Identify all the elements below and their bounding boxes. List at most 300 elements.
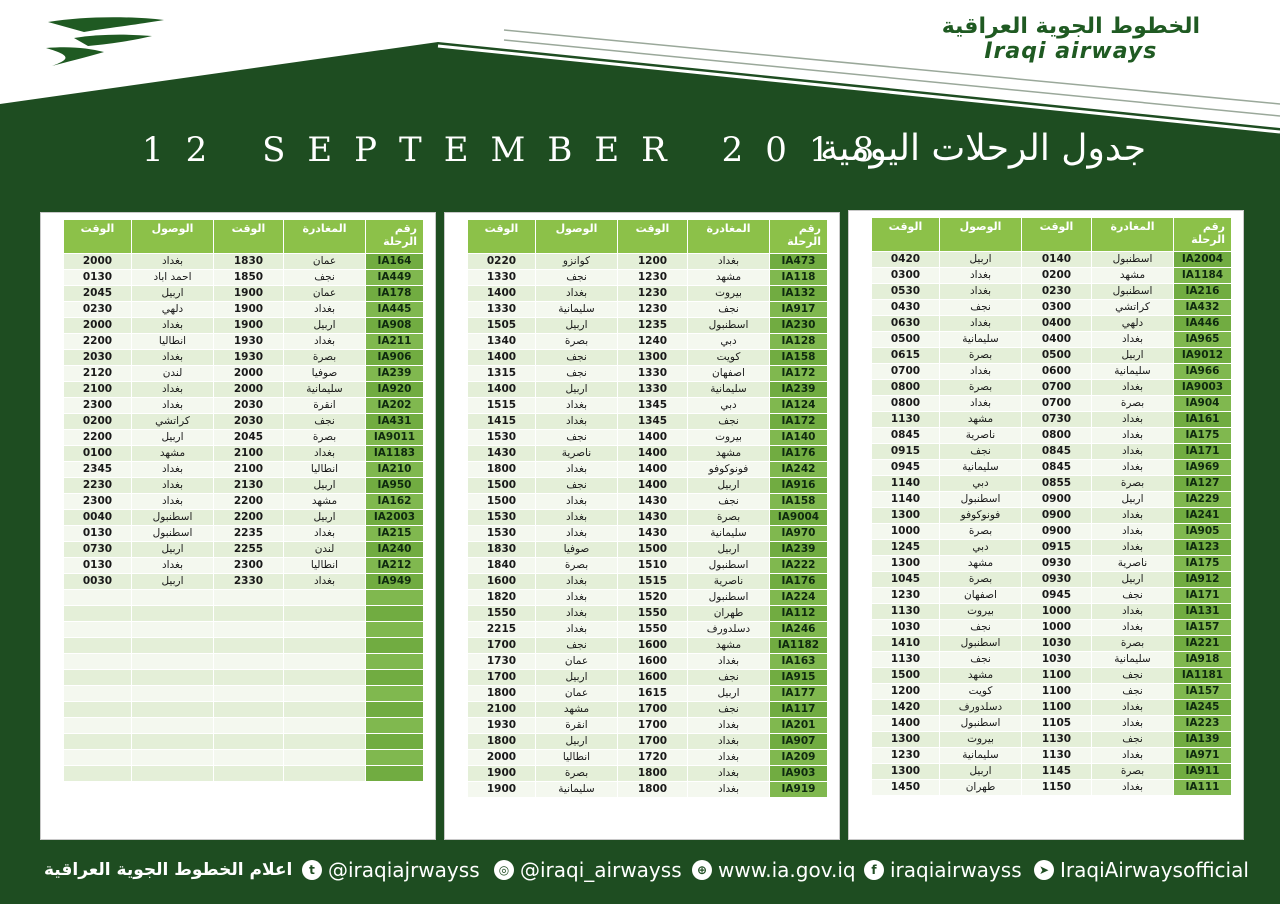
brand-english: Iraqi airways — [984, 39, 1158, 64]
departure-city: اربيل — [1092, 492, 1174, 508]
table-row — [468, 270, 828, 286]
flight-number: IA171 — [1174, 588, 1232, 604]
table-row — [468, 686, 828, 702]
flight-number: IA175 — [1174, 556, 1232, 572]
flight-number — [366, 638, 424, 654]
arrival-time: 1300 — [872, 764, 940, 780]
arrival-time: 1045 — [872, 572, 940, 588]
flight-number: IA911 — [1174, 764, 1232, 780]
departure-time: 1235 — [618, 318, 688, 334]
header-flight-number: رقم الرحلة — [1174, 218, 1232, 252]
table-row — [468, 430, 828, 446]
arrival-city: نجف — [536, 366, 618, 382]
departure-time: 1720 — [618, 750, 688, 766]
departure-time: 0200 — [1022, 268, 1092, 284]
arrival-time — [64, 590, 132, 606]
table-row — [64, 670, 424, 686]
arrival-city: عمان — [536, 654, 618, 670]
departure-city: بغداد — [1092, 620, 1174, 636]
arrival-city: بغداد — [536, 622, 618, 638]
table-row — [64, 766, 424, 782]
arrival-city: بغداد — [132, 318, 214, 334]
arrival-city — [132, 766, 214, 782]
flight-number: IA131 — [1174, 604, 1232, 620]
schedule-title: جدول الرحلات اليومية — [820, 128, 1146, 169]
flight-number: IA123 — [1174, 540, 1232, 556]
departure-time: 1400 — [618, 446, 688, 462]
header-flight-number: رقم الرحلة — [366, 220, 424, 254]
flight-number — [366, 670, 424, 686]
arrival-time: 0230 — [64, 302, 132, 318]
flight-number: IA172 — [770, 414, 828, 430]
departure-city — [284, 718, 366, 734]
schedule-table-1 — [63, 219, 423, 782]
table-row — [872, 380, 1232, 396]
arrival-city: انقرة — [536, 718, 618, 734]
departure-time: 1800 — [618, 782, 688, 798]
departure-city: بغداد — [1092, 380, 1174, 396]
arrival-time: 1800 — [468, 686, 536, 702]
arrival-city: بغداد — [536, 398, 618, 414]
table-row — [872, 748, 1232, 764]
header-arrival-time: الوقت — [872, 218, 940, 252]
departure-time: 0845 — [1022, 444, 1092, 460]
arrival-time: 2215 — [468, 622, 536, 638]
arrival-city: كوانزو — [536, 254, 618, 270]
arrival-time — [64, 718, 132, 734]
arrival-time: 1330 — [468, 302, 536, 318]
departure-city: انطاليا — [284, 558, 366, 574]
flight-number: IA211 — [366, 334, 424, 350]
flight-number: IA210 — [366, 462, 424, 478]
departure-time: 2000 — [214, 382, 284, 398]
arrival-time: 1900 — [468, 766, 536, 782]
departure-city: بيروت — [688, 430, 770, 446]
arrival-city: بغداد — [132, 478, 214, 494]
arrival-city: بغداد — [536, 590, 618, 606]
departure-time — [214, 750, 284, 766]
table-row — [468, 542, 828, 558]
departure-city: بغداد — [284, 526, 366, 542]
flight-number: IA965 — [1174, 332, 1232, 348]
departure-time — [214, 766, 284, 782]
table-row — [64, 702, 424, 718]
table-row — [468, 254, 828, 270]
departure-city: ناصرية — [1092, 556, 1174, 572]
departure-city: سليمانية — [688, 526, 770, 542]
telegram-handle: IraqiAirwaysofficial — [1060, 858, 1249, 882]
arrival-time: 0945 — [872, 460, 940, 476]
departure-time: 0700 — [1022, 396, 1092, 412]
flight-number: IA202 — [366, 398, 424, 414]
arrival-time: 1840 — [468, 558, 536, 574]
table-row — [64, 558, 424, 574]
table-row — [872, 572, 1232, 588]
schedule-date: 12 SEPTEMBER 2018 — [142, 130, 897, 170]
arrival-time: 1830 — [468, 542, 536, 558]
departure-city: بغداد — [1092, 748, 1174, 764]
arrival-time: 1450 — [872, 780, 940, 796]
departure-time: 1330 — [618, 382, 688, 398]
header-departure: المغادرة — [1092, 218, 1174, 252]
departure-time: 1600 — [618, 638, 688, 654]
arrival-city: بيروت — [940, 732, 1022, 748]
arrival-time: 2000 — [64, 318, 132, 334]
arrival-time: 1415 — [468, 414, 536, 430]
flight-number: IA432 — [1174, 300, 1232, 316]
table-row — [64, 334, 424, 350]
departure-city — [284, 654, 366, 670]
flight-number: IA908 — [366, 318, 424, 334]
arrival-time: 2120 — [64, 366, 132, 382]
flight-number — [366, 702, 424, 718]
arrival-city: بغداد — [536, 286, 618, 302]
departure-city: بصرة — [284, 430, 366, 446]
departure-city: نجف — [1092, 732, 1174, 748]
table-row — [468, 638, 828, 654]
departure-city — [284, 702, 366, 718]
flight-number: IA431 — [366, 414, 424, 430]
flight-number: IA912 — [1174, 572, 1232, 588]
arrival-time: 2230 — [64, 478, 132, 494]
departure-time: 2100 — [214, 446, 284, 462]
table-row — [872, 252, 1232, 268]
arrival-time: 2030 — [64, 350, 132, 366]
departure-time: 2235 — [214, 526, 284, 542]
table-row — [468, 446, 828, 462]
table-row — [64, 366, 424, 382]
flight-number: IA9011 — [366, 430, 424, 446]
arrival-time: 1530 — [468, 510, 536, 526]
header-flight-number: رقم الرحلة — [770, 220, 828, 254]
departure-time: 2030 — [214, 414, 284, 430]
flight-number: IA164 — [366, 254, 424, 270]
table-row — [64, 590, 424, 606]
departure-time: 1100 — [1022, 684, 1092, 700]
departure-time: 1345 — [618, 398, 688, 414]
arrival-city: انطاليا — [536, 750, 618, 766]
departure-city: نجف — [1092, 588, 1174, 604]
flight-number: IA158 — [770, 350, 828, 366]
departure-time: 0945 — [1022, 588, 1092, 604]
arrival-time: 0500 — [872, 332, 940, 348]
arrival-time: 0800 — [872, 380, 940, 396]
schedule-panel-2 — [444, 212, 840, 840]
arrival-time: 0615 — [872, 348, 940, 364]
arrival-city: اربيل — [132, 574, 214, 590]
table-row — [64, 398, 424, 414]
header-departure-time: الوقت — [214, 220, 284, 254]
footer-facebook[interactable] — [864, 856, 1022, 884]
departure-city: بصرة — [1092, 476, 1174, 492]
arrival-time — [64, 686, 132, 702]
telegram-icon: ➤ — [1034, 860, 1054, 880]
table-row — [64, 302, 424, 318]
table-row — [468, 766, 828, 782]
table-row — [872, 684, 1232, 700]
arrival-time: 1400 — [468, 350, 536, 366]
arrival-time: 1420 — [872, 700, 940, 716]
departure-city: نجف — [284, 270, 366, 286]
arrival-city: فونوكوفو — [940, 508, 1022, 524]
departure-city: اسطنبول — [688, 590, 770, 606]
flight-number: IA239 — [770, 382, 828, 398]
table-row — [872, 364, 1232, 380]
arrival-city: دسلدورف — [940, 700, 1022, 716]
departure-city: انطاليا — [284, 462, 366, 478]
table-row — [872, 396, 1232, 412]
flight-number: IA9012 — [1174, 348, 1232, 364]
departure-time: 1130 — [1022, 732, 1092, 748]
flight-number: IA112 — [770, 606, 828, 622]
departure-time — [214, 702, 284, 718]
departure-city: ناصرية — [688, 574, 770, 590]
departure-city: بصرة — [688, 510, 770, 526]
arrival-city: بغداد — [132, 254, 214, 270]
departure-city: بغداد — [284, 302, 366, 318]
departure-city: سليمانية — [284, 382, 366, 398]
departure-time: 0230 — [1022, 284, 1092, 300]
departure-city: سليمانية — [1092, 364, 1174, 380]
departure-city: مشهد — [688, 270, 770, 286]
arrival-city — [132, 750, 214, 766]
departure-time: 1900 — [214, 302, 284, 318]
departure-time: 0500 — [1022, 348, 1092, 364]
departure-time: 1615 — [618, 686, 688, 702]
departure-time — [214, 686, 284, 702]
departure-city: بصرة — [284, 350, 366, 366]
arrival-time: 0300 — [872, 268, 940, 284]
flights-table — [467, 219, 828, 798]
flight-number: IA171 — [1174, 444, 1232, 460]
departure-time: 1030 — [1022, 636, 1092, 652]
flight-number: IA177 — [770, 686, 828, 702]
table-row — [872, 476, 1232, 492]
flight-number: IA127 — [1174, 476, 1232, 492]
arrival-time: 1140 — [872, 492, 940, 508]
departure-city: اربيل — [1092, 348, 1174, 364]
table-row — [872, 652, 1232, 668]
table-row — [64, 734, 424, 750]
table-row — [872, 444, 1232, 460]
table-row — [872, 556, 1232, 572]
arrival-time: 1340 — [468, 334, 536, 350]
arrival-city: كراتشي — [132, 414, 214, 430]
flight-number — [366, 718, 424, 734]
footer-instagram[interactable] — [494, 856, 682, 884]
table-row — [64, 350, 424, 366]
flight-number: IA1181 — [1174, 668, 1232, 684]
header-arrival: الوصول — [132, 220, 214, 254]
arrival-city: اربيل — [536, 382, 618, 398]
header-departure-time: الوقت — [618, 220, 688, 254]
arrival-time: 2000 — [64, 254, 132, 270]
table-row — [64, 574, 424, 590]
table-row — [468, 334, 828, 350]
arrival-time: 0800 — [872, 396, 940, 412]
departure-time: 1400 — [618, 478, 688, 494]
arrival-city: بصرة — [940, 380, 1022, 396]
departure-time — [214, 606, 284, 622]
brand-arabic: الخطوط الجوية العراقية — [941, 14, 1200, 39]
table-row — [64, 750, 424, 766]
departure-time: 1230 — [618, 302, 688, 318]
arrival-city — [132, 718, 214, 734]
departure-city: مشهد — [688, 446, 770, 462]
departure-city: اربيل — [284, 510, 366, 526]
arrival-city: اربيل — [132, 286, 214, 302]
departure-time: 0930 — [1022, 572, 1092, 588]
arrival-city: بغداد — [536, 606, 618, 622]
departure-city — [284, 638, 366, 654]
flight-number: IA224 — [770, 590, 828, 606]
header-departure: المغادرة — [688, 220, 770, 254]
departure-city — [284, 766, 366, 782]
table-row — [872, 764, 1232, 780]
departure-city: فونوكوفو — [688, 462, 770, 478]
flight-number: IA240 — [366, 542, 424, 558]
table-row — [872, 668, 1232, 684]
table-row — [64, 286, 424, 302]
flight-number: IA245 — [1174, 700, 1232, 716]
flight-number — [366, 766, 424, 782]
arrival-city: بصرة — [536, 766, 618, 782]
departure-city — [284, 686, 366, 702]
flight-number: IA446 — [1174, 316, 1232, 332]
schedule-panel-1 — [40, 212, 436, 840]
footer-website[interactable] — [692, 856, 856, 884]
departure-city: مشهد — [1092, 268, 1174, 284]
arrival-city: بصرة — [940, 524, 1022, 540]
flight-number: IA449 — [366, 270, 424, 286]
departure-city: بغداد — [688, 254, 770, 270]
arrival-time: 1245 — [872, 540, 940, 556]
table-row — [872, 300, 1232, 316]
flight-number: IA920 — [366, 382, 424, 398]
departure-city: بغداد — [688, 654, 770, 670]
flight-number: IA916 — [770, 478, 828, 494]
arrival-time: 0915 — [872, 444, 940, 460]
departure-time — [214, 734, 284, 750]
table-row — [468, 382, 828, 398]
flight-number: IA175 — [1174, 428, 1232, 444]
arrival-city: اربيل — [132, 542, 214, 558]
arrival-city: بغداد — [940, 268, 1022, 284]
flight-number: IA229 — [1174, 492, 1232, 508]
arrival-city — [132, 702, 214, 718]
footer-telegram[interactable] — [1034, 856, 1249, 884]
flight-number: IA239 — [366, 366, 424, 382]
arrival-city: بصرة — [536, 334, 618, 350]
schedule-table-3 — [871, 217, 1231, 796]
table-row — [468, 782, 828, 798]
departure-city: بغداد — [284, 446, 366, 462]
flights-table — [63, 219, 424, 782]
arrival-time — [64, 654, 132, 670]
departure-city: دبي — [688, 398, 770, 414]
table-row — [468, 526, 828, 542]
arrival-time: 1900 — [468, 782, 536, 798]
flight-number: IA157 — [1174, 684, 1232, 700]
arrival-city: اسطنبول — [940, 492, 1022, 508]
departure-time — [214, 638, 284, 654]
departure-time: 1240 — [618, 334, 688, 350]
table-row — [872, 332, 1232, 348]
arrival-city: عمان — [536, 686, 618, 702]
arrival-time: 1315 — [468, 366, 536, 382]
arrival-city: اصفهان — [940, 588, 1022, 604]
departure-time: 2000 — [214, 366, 284, 382]
arrival-time: 1400 — [468, 286, 536, 302]
departure-city: كويت — [688, 350, 770, 366]
table-row — [468, 366, 828, 382]
table-row — [468, 510, 828, 526]
arrival-time: 0530 — [872, 284, 940, 300]
arrival-time: 1330 — [468, 270, 536, 286]
arrival-time: 1500 — [468, 494, 536, 510]
flight-number: IA919 — [770, 782, 828, 798]
arrival-city: بغداد — [940, 396, 1022, 412]
arrival-time: 1700 — [468, 670, 536, 686]
table-row — [468, 350, 828, 366]
departure-city: طهران — [688, 606, 770, 622]
departure-city: بغداد — [1092, 780, 1174, 796]
arrival-city: مشهد — [940, 668, 1022, 684]
table-row — [872, 636, 1232, 652]
table-row — [872, 492, 1232, 508]
table-row — [872, 588, 1232, 604]
twitter-icon: t — [302, 860, 322, 880]
footer-twitter[interactable] — [302, 856, 480, 884]
arrival-city — [132, 622, 214, 638]
departure-time: 1930 — [214, 350, 284, 366]
table-row — [468, 286, 828, 302]
arrival-time: 1515 — [468, 398, 536, 414]
flight-number: IA970 — [770, 526, 828, 542]
flight-number: IA230 — [770, 318, 828, 334]
arrival-city: نجف — [536, 270, 618, 286]
departure-city: بغداد — [1092, 716, 1174, 732]
arrival-time: 0130 — [64, 526, 132, 542]
arrival-time: 1700 — [468, 638, 536, 654]
departure-city: دبي — [688, 334, 770, 350]
departure-city: مشهد — [284, 494, 366, 510]
arrival-city: اربيل — [536, 734, 618, 750]
departure-city: بصرة — [1092, 396, 1174, 412]
table-row — [872, 604, 1232, 620]
departure-time: 1130 — [1022, 748, 1092, 764]
arrival-time: 1600 — [468, 574, 536, 590]
table-row — [64, 414, 424, 430]
flight-number: IA139 — [1174, 732, 1232, 748]
table-row — [468, 478, 828, 494]
footer — [0, 846, 1280, 896]
departure-time: 2255 — [214, 542, 284, 558]
table-row — [64, 318, 424, 334]
departure-city: بغداد — [1092, 508, 1174, 524]
table-row — [872, 716, 1232, 732]
arrival-city: نجف — [940, 300, 1022, 316]
arrival-city: ناصرية — [940, 428, 1022, 444]
departure-city: بغداد — [1092, 332, 1174, 348]
flight-number: IA223 — [1174, 716, 1232, 732]
departure-city: بغداد — [688, 750, 770, 766]
departure-city: اسطنبول — [1092, 252, 1174, 268]
arrival-city: مشهد — [536, 702, 618, 718]
flight-number: IA242 — [770, 462, 828, 478]
departure-city: بغداد — [1092, 700, 1174, 716]
arrival-city: بغداد — [132, 494, 214, 510]
